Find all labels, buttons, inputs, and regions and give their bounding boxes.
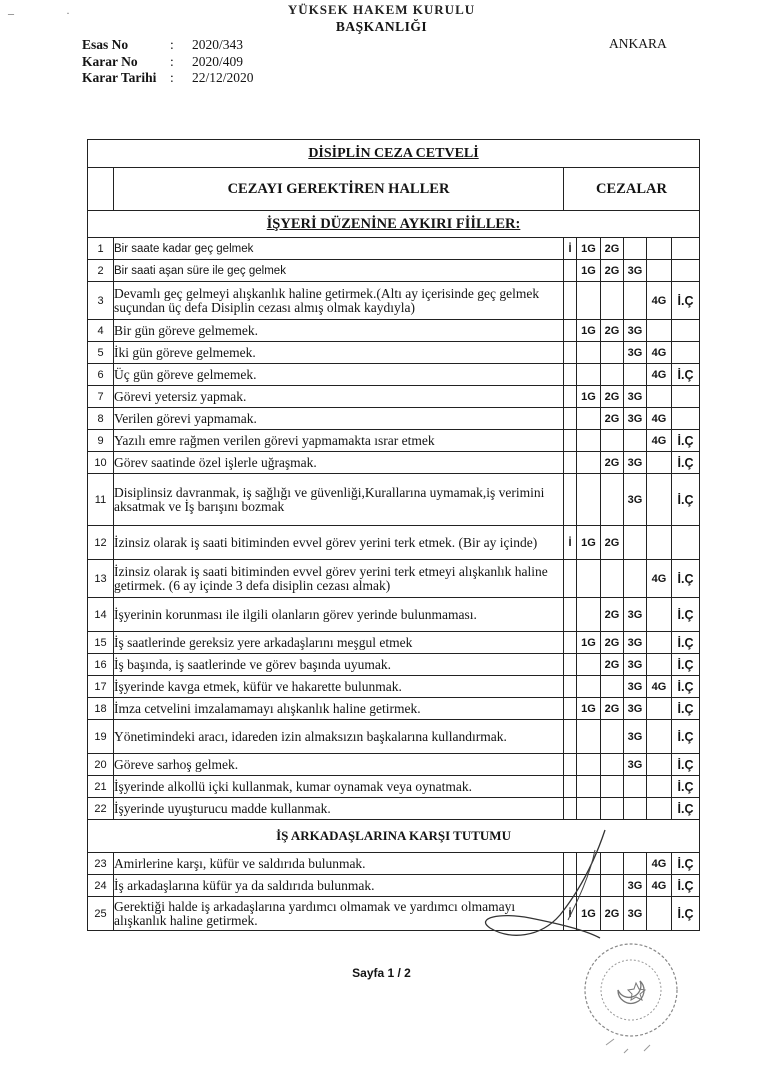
penalty-cell	[577, 676, 601, 698]
penalty-cell	[564, 452, 577, 474]
penalty-cell: İ.Ç	[672, 430, 700, 452]
meta-label: Esas No	[82, 37, 129, 52]
penalty-cell	[624, 430, 647, 452]
penalty-cell: İ.Ç	[672, 282, 700, 320]
row-description: Göreve sarhoş gelmek.	[114, 754, 564, 776]
penalty-cell: 1G	[577, 320, 601, 342]
penalty-cell	[601, 430, 624, 452]
penalty-cell	[647, 754, 672, 776]
table-row	[88, 452, 700, 474]
row-number: 21	[88, 776, 114, 798]
row-number: 14	[88, 598, 114, 632]
table-row	[88, 654, 700, 676]
row-number: 15	[88, 632, 114, 654]
city-label: ANKARA	[609, 36, 667, 51]
penalty-cell	[564, 364, 577, 386]
row-description: Bir gün göreve gelmemek.	[114, 320, 564, 342]
table-row	[88, 676, 700, 698]
row-number: 23	[88, 853, 114, 875]
table-row	[88, 386, 700, 408]
penalty-cell	[577, 342, 601, 364]
meta-label: Karar No	[82, 53, 138, 69]
row-number: 18	[88, 698, 114, 720]
penalty-cell: 2G	[601, 260, 624, 282]
penalty-cell: 1G	[577, 632, 601, 654]
penalty-cell: 2G	[601, 632, 624, 654]
table-row	[88, 526, 700, 560]
penalty-cell: 2G	[601, 897, 624, 931]
penalty-cell	[647, 260, 672, 282]
penalty-cell: 3G	[624, 260, 647, 282]
penalty-cell	[601, 364, 624, 386]
penalty-cell	[601, 282, 624, 320]
row-description: Yazılı emre rağmen verilen görevi yapmamakta ısrar etmek	[114, 430, 564, 452]
penalty-cell	[624, 560, 647, 598]
penalty-cell	[624, 238, 647, 260]
penalty-cell	[577, 720, 601, 754]
penalty-cell	[647, 654, 672, 676]
penalty-cell: İ.Ç	[672, 560, 700, 598]
row-number: 13	[88, 560, 114, 598]
penalty-cell: İ.Ç	[672, 474, 700, 526]
penalty-cell: 4G	[647, 342, 672, 364]
penalty-cell: İ.Ç	[672, 632, 700, 654]
official-stamp	[566, 935, 696, 1065]
penalty-cell: 3G	[624, 632, 647, 654]
penalty-cell	[564, 698, 577, 720]
discipline-penalty-table	[87, 139, 700, 931]
penalty-cell	[672, 408, 700, 430]
row-description: İşyerinde kavga etmek, küfür ve hakarette bulunmak.	[114, 676, 564, 698]
penalty-cell: İ	[564, 526, 577, 560]
row-description: Yönetimindeki aracı, idareden izin almaksızın başkalarına kullandırmak.	[114, 720, 564, 754]
row-number: 12	[88, 526, 114, 560]
penalty-cell: İ.Ç	[672, 776, 700, 798]
row-number: 25	[88, 897, 114, 931]
penalty-cell	[564, 676, 577, 698]
table-row	[88, 560, 700, 598]
penalty-cell	[564, 654, 577, 676]
table-row	[88, 754, 700, 776]
penalty-cell	[647, 720, 672, 754]
penalty-cell: 1G	[577, 238, 601, 260]
row-description: Üç gün göreve gelmemek.	[114, 364, 564, 386]
row-description: İmza cetvelini imzalamamayı alışkanlık haline getirmek.	[114, 698, 564, 720]
row-description: Bir saate kadar geç gelmek	[114, 238, 564, 260]
row-description: İş başında, iş saatlerinde ve görev başında uyumak.	[114, 654, 564, 676]
penalty-cell: 2G	[601, 408, 624, 430]
penalty-cell	[601, 776, 624, 798]
penalty-cell	[564, 776, 577, 798]
penalty-cell	[564, 632, 577, 654]
penalty-cell	[601, 720, 624, 754]
penalty-cell	[577, 754, 601, 776]
penalty-cell	[564, 798, 577, 820]
penalty-cell	[601, 560, 624, 598]
meta-row: Karar No : 2020/409	[82, 53, 244, 69]
penalty-cell: 4G	[647, 430, 672, 452]
section-header: İŞ ARKADAŞLARINA KARŞI TUTUMU	[88, 820, 700, 853]
row-number: 2	[88, 260, 114, 282]
column-header-penalties: CEZALAR	[564, 168, 700, 211]
penalty-cell	[564, 560, 577, 598]
table-row	[88, 430, 700, 452]
meta-value: 22/12/2020	[192, 70, 254, 85]
table-row	[88, 798, 700, 820]
penalty-cell: İ	[564, 238, 577, 260]
table-row	[88, 238, 700, 260]
penalty-cell: İ.Ç	[672, 364, 700, 386]
table-row	[88, 474, 700, 526]
penalty-cell	[672, 320, 700, 342]
penalty-cell: 3G	[624, 408, 647, 430]
penalty-cell: İ	[564, 897, 577, 931]
penalty-cell	[647, 598, 672, 632]
section-header: İŞYERİ DÜZENİNE AYKIRI FİİLLER:	[88, 211, 700, 238]
penalty-cell: 3G	[624, 598, 647, 632]
meta-value: 2020/343	[192, 37, 244, 52]
penalty-cell	[577, 654, 601, 676]
penalty-cell	[577, 364, 601, 386]
row-description: İki gün göreve gelmemek.	[114, 342, 564, 364]
table-row	[88, 598, 700, 632]
penalty-cell: İ.Ç	[672, 654, 700, 676]
penalty-cell: İ.Ç	[672, 698, 700, 720]
row-number: 17	[88, 676, 114, 698]
penalty-cell	[564, 598, 577, 632]
row-description: İş saatlerinde gereksiz yere arkadaşlarını meşgul etmek	[114, 632, 564, 654]
penalty-cell: 3G	[624, 654, 647, 676]
row-number: 5	[88, 342, 114, 364]
penalty-cell	[564, 260, 577, 282]
penalty-cell: 3G	[624, 386, 647, 408]
penalty-cell: 3G	[624, 320, 647, 342]
penalty-cell: İ.Ç	[672, 875, 700, 897]
penalty-cell: 3G	[624, 875, 647, 897]
penalty-cell	[577, 282, 601, 320]
penalty-cell: 3G	[624, 720, 647, 754]
case-meta	[82, 37, 254, 87]
penalty-cell: 1G	[577, 526, 601, 560]
penalty-cell: İ.Ç	[672, 798, 700, 820]
row-number: 24	[88, 875, 114, 897]
penalty-cell: 1G	[577, 897, 601, 931]
table-row	[88, 282, 700, 320]
row-description: Görevi yetersiz yapmak.	[114, 386, 564, 408]
penalty-cell	[647, 238, 672, 260]
signature-scribble	[390, 820, 670, 950]
row-description: Verilen görevi yapmamak.	[114, 408, 564, 430]
row-number: 9	[88, 430, 114, 452]
penalty-cell	[601, 754, 624, 776]
penalty-cell	[601, 798, 624, 820]
penalty-cell	[647, 698, 672, 720]
penalty-cell: 2G	[601, 526, 624, 560]
penalty-cell	[672, 342, 700, 364]
row-description: Disiplinsiz davranmak, iş sağlığı ve güvenliği,Kurallarına uymamak,iş verimini aksatmak ve İş barışını bozmak	[114, 474, 564, 526]
scan-mark: –	[8, 6, 14, 20]
penalty-cell	[647, 386, 672, 408]
penalty-cell	[647, 320, 672, 342]
table-row	[88, 320, 700, 342]
row-number: 7	[88, 386, 114, 408]
row-number: 6	[88, 364, 114, 386]
penalty-cell: İ.Ç	[672, 452, 700, 474]
row-description: İş arkadaşlarına küfür ya da saldırıda bulunmak.	[114, 875, 564, 897]
penalty-cell: 3G	[624, 754, 647, 776]
row-number: 16	[88, 654, 114, 676]
table-row	[88, 364, 700, 386]
penalty-cell	[601, 676, 624, 698]
penalty-cell: 1G	[577, 386, 601, 408]
penalty-cell	[672, 260, 700, 282]
row-number: 4	[88, 320, 114, 342]
row-number: 10	[88, 452, 114, 474]
penalty-cell	[577, 560, 601, 598]
penalty-cell	[564, 474, 577, 526]
penalty-cell	[647, 526, 672, 560]
penalty-cell	[564, 320, 577, 342]
table-row	[88, 698, 700, 720]
penalty-cell	[577, 430, 601, 452]
penalty-cell	[564, 754, 577, 776]
penalty-cell	[624, 282, 647, 320]
penalty-cell: 4G	[647, 560, 672, 598]
scan-mark: ·	[66, 6, 70, 20]
penalty-cell: 3G	[624, 474, 647, 526]
penalty-cell	[564, 282, 577, 320]
penalty-cell: 3G	[624, 698, 647, 720]
row-description: İzinsiz olarak iş saati bitiminden evvel görev yerini terk etmeyi alışkanlık haline getirmek. (6 ay içinde 3 defa disiplin cezası almak)	[114, 560, 564, 598]
penalty-cell: 3G	[624, 342, 647, 364]
table-title: DİSİPLİN CEZA CETVELİ	[88, 140, 700, 168]
penalty-cell: 4G	[647, 875, 672, 897]
penalty-cell	[647, 632, 672, 654]
penalty-cell: İ.Ç	[672, 720, 700, 754]
institution-name: YÜKSEK HAKEM KURULU	[287, 2, 476, 17]
table-row	[88, 342, 700, 364]
penalty-cell	[647, 776, 672, 798]
penalty-cell: 3G	[624, 676, 647, 698]
penalty-cell: 1G	[577, 260, 601, 282]
penalty-cell: 4G	[647, 853, 672, 875]
penalty-cell: İ.Ç	[672, 897, 700, 931]
meta-label: Karar Tarihi	[82, 70, 157, 85]
row-number: 22	[88, 798, 114, 820]
penalty-cell	[624, 526, 647, 560]
row-description: Amirlerine karşı, küfür ve saldırıda bulunmak.	[114, 853, 564, 875]
penalty-cell	[564, 342, 577, 364]
penalty-cell: 2G	[601, 320, 624, 342]
table-row	[88, 632, 700, 654]
row-description: Bir saati aşan süre ile geç gelmek	[114, 260, 564, 282]
penalty-cell	[577, 776, 601, 798]
table-row	[88, 720, 700, 754]
penalty-cell	[577, 798, 601, 820]
penalty-cell: 4G	[647, 676, 672, 698]
row-description: Görev saatinde özel işlerle uğraşmak.	[114, 452, 564, 474]
page-number: Sayfa 1 / 2	[352, 966, 411, 980]
penalty-cell: 2G	[601, 452, 624, 474]
penalty-cell	[601, 342, 624, 364]
penalty-cell	[624, 798, 647, 820]
penalty-cell: 2G	[601, 698, 624, 720]
penalty-cell	[577, 452, 601, 474]
penalty-cell	[624, 364, 647, 386]
penalty-cell	[564, 386, 577, 408]
row-number: 1	[88, 238, 114, 260]
penalty-cell	[672, 386, 700, 408]
row-description: Gerektiği halde iş arkadaşlarına yardımcı olmamak ve yardımcı olmamayı alışkanlık haline getirmek.	[114, 897, 564, 931]
penalty-cell	[577, 408, 601, 430]
penalty-cell	[672, 238, 700, 260]
meta-row: Esas No : 2020/343	[82, 37, 244, 52]
row-description: İşyerinin korunması ile ilgili olanların görev yerinde bulunmaması.	[114, 598, 564, 632]
penalty-cell	[647, 798, 672, 820]
institution-subtitle: BAŞKANLIĞI	[335, 19, 428, 34]
table-row	[88, 260, 700, 282]
row-description: İşyerinde uyuşturucu madde kullanmak.	[114, 798, 564, 820]
penalty-cell	[624, 776, 647, 798]
meta-value: 2020/409	[192, 53, 244, 69]
table-row	[88, 776, 700, 798]
column-header-cases: CEZAYI GEREKTİREN HALLER	[114, 168, 564, 211]
row-number: 20	[88, 754, 114, 776]
penalty-cell: 4G	[647, 364, 672, 386]
table-row	[88, 408, 700, 430]
penalty-cell: 3G	[624, 452, 647, 474]
penalty-cell: İ.Ç	[672, 598, 700, 632]
penalty-cell	[672, 526, 700, 560]
penalty-cell	[577, 474, 601, 526]
row-description: Devamlı geç gelmeyi alışkanlık haline getirmek.(Altı ay içerisinde geç gelmek suçundan üç defa Disiplin cezası almış olmak kaydıyla)	[114, 282, 564, 320]
penalty-cell: 2G	[601, 238, 624, 260]
row-description: İzinsiz olarak iş saati bitiminden evvel görev yerini terk etmek. (Bir ay içinde)	[114, 526, 564, 560]
penalty-cell	[564, 430, 577, 452]
penalty-cell: 2G	[601, 598, 624, 632]
penalty-cell	[647, 452, 672, 474]
penalty-cell: İ.Ç	[672, 676, 700, 698]
penalty-cell: İ.Ç	[672, 754, 700, 776]
penalty-cell	[564, 720, 577, 754]
penalty-cell: 3G	[624, 897, 647, 931]
penalty-cell: İ.Ç	[672, 853, 700, 875]
penalty-cell	[601, 474, 624, 526]
penalty-cell: 2G	[601, 386, 624, 408]
penalty-cell: 4G	[647, 282, 672, 320]
row-number: 19	[88, 720, 114, 754]
penalty-cell: 1G	[577, 698, 601, 720]
penalty-cell	[647, 474, 672, 526]
penalty-cell: 2G	[601, 654, 624, 676]
row-number: 3	[88, 282, 114, 320]
penalty-cell	[577, 598, 601, 632]
row-number: 8	[88, 408, 114, 430]
meta-row: Karar Tarihi : 22/12/2020	[82, 70, 254, 85]
row-number: 11	[88, 474, 114, 526]
row-description: İşyerinde alkollü içki kullanmak, kumar oynamak veya oynatmak.	[114, 776, 564, 798]
penalty-cell	[564, 408, 577, 430]
penalty-cell: 4G	[647, 408, 672, 430]
